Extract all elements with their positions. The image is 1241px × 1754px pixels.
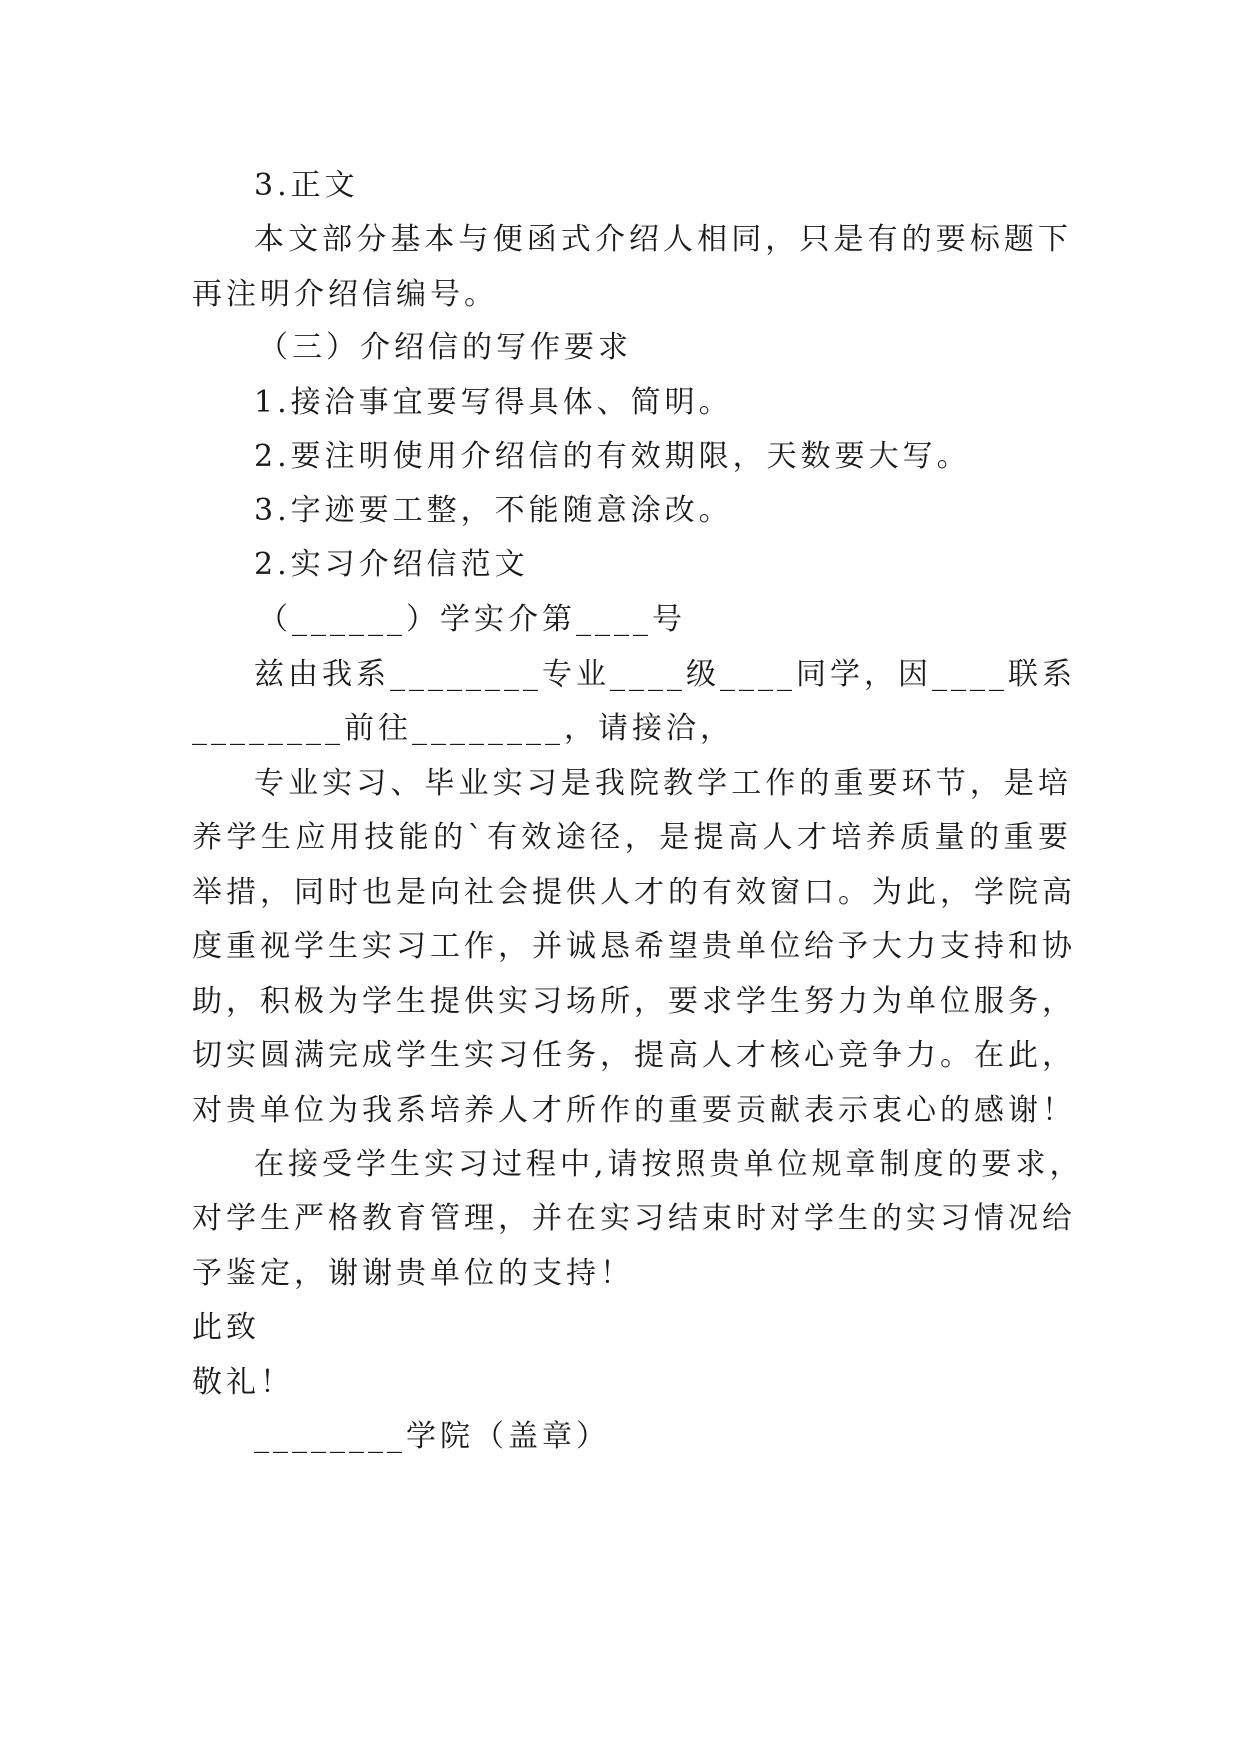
paragraph-line: 切实圆满完成学生实习任务，提高人才核心竞争力。在此， <box>192 1038 1076 1073</box>
paragraph-line: 助，积极为学生提供实习场所，要求学生努力为单位服务， <box>192 984 1076 1019</box>
paragraph-line: 对贵单位为我系培养人才所作的重要贡献表示衷心的感谢！ <box>192 1093 1076 1128</box>
letter-intro-line-1: 兹由我系________专业____级____同学，因____联系 <box>254 657 1076 692</box>
signature-line: ________学院（盖章） <box>254 1419 610 1454</box>
sample-heading: 2.实习介绍信范文 <box>254 547 529 582</box>
paragraph-line: 度重视学生实习工作，并诚恳希望贵单位给予大力支持和协 <box>192 929 1076 964</box>
requirement-item: 2.要注明使用介绍信的有效期限，天数要大写。 <box>254 439 971 474</box>
paragraph-line: 予鉴定，谢谢贵单位的支持！ <box>192 1256 634 1291</box>
paragraph-line: 在接受学生实习过程中,请按照贵单位规章制度的要求， <box>254 1147 1084 1182</box>
letter-number-line: （______）学实介第____号 <box>258 602 686 637</box>
requirement-item: 3.字迹要工整，不能随意涂改。 <box>254 493 733 528</box>
subsection-title: （三）介绍信的写作要求 <box>258 330 632 365</box>
requirement-item: 1.接洽事宜要写得具体、简明。 <box>254 385 733 420</box>
paragraph-line: 专业实习、毕业实习是我院教学工作的重要环节，是培 <box>254 766 1072 801</box>
closing-salutation: 此致 <box>192 1310 260 1345</box>
paragraph-line: 举措，同时也是向社会提供人才的有效窗口。为此，学院高 <box>192 875 1076 910</box>
body-intro-line-1: 本文部分基本与便函式介绍人相同，只是有的要标题下 <box>254 222 1072 257</box>
letter-intro-line-2: ________前往________，请接洽， <box>192 711 734 746</box>
paragraph-line: 养学生应用技能的`有效途径，是提高人才培养质量的重要 <box>192 820 1072 855</box>
section-heading: 3.正文 <box>254 168 359 203</box>
closing-regards: 敬礼！ <box>192 1365 294 1400</box>
body-intro-line-2: 再注明介绍信编号。 <box>192 277 498 312</box>
paragraph-line: 对学生严格教育管理，并在实习结束时对学生的实习情况给 <box>192 1201 1076 1236</box>
